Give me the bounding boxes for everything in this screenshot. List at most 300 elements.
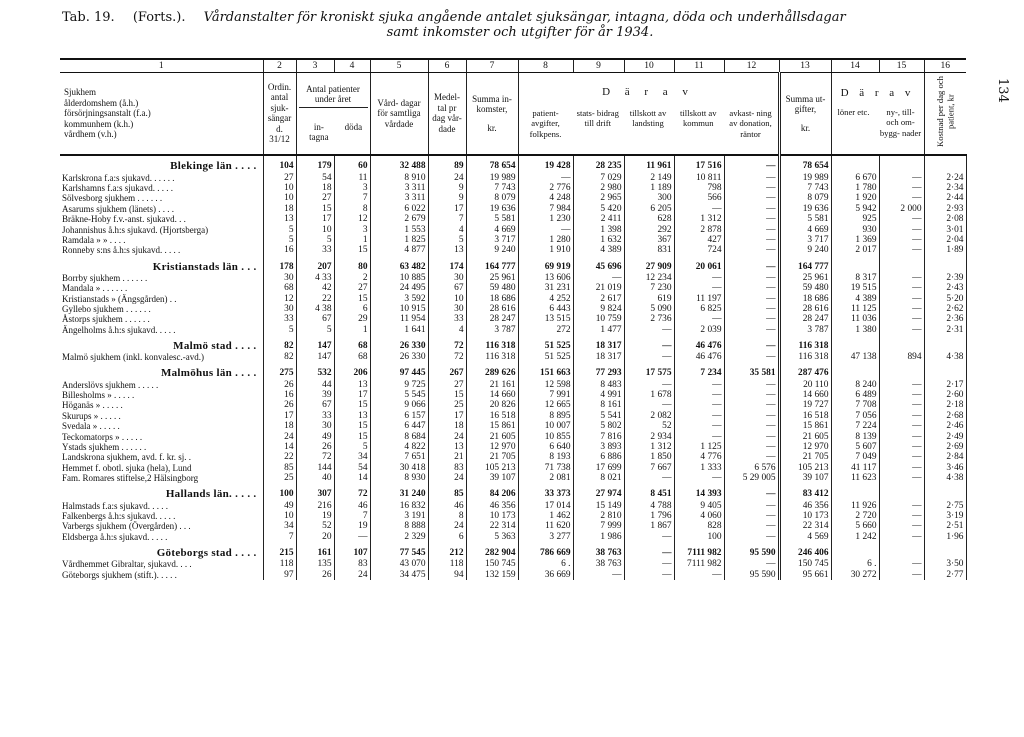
institution-name: Ronneby s:ns å.h:s sjukavd. . . . . [62, 245, 181, 256]
cell-col-9: 5 802 [573, 421, 624, 431]
cell-col-3: 532 [296, 363, 334, 380]
cell-col-4: 15 [334, 432, 370, 442]
cell-col-4: 11 [334, 173, 370, 183]
cell-col-16: 2·69 [924, 442, 966, 452]
cell-col-16: 2·08 [924, 214, 966, 224]
cell-col-13: 287 476 [779, 363, 831, 380]
institution-name: Kristianstads » (Ängsgården) . . [62, 293, 177, 304]
cell-col-12: — [724, 273, 779, 283]
table-row [60, 501, 966, 511]
cell-col-2: 18 [263, 421, 296, 431]
institution-name: Johannishus å.h:s sjukavd. (Hjortsberga) [62, 224, 209, 235]
cell-col-15: — [879, 173, 924, 183]
cell-col-13: 8 079 [779, 193, 831, 203]
cell-col-6: 27 [428, 380, 466, 390]
cell-col-2: 16 [263, 245, 296, 255]
cell-col-11: 100 [674, 532, 724, 542]
cell-col-13: 3 787 [779, 325, 831, 335]
cell-col-3: 18 [296, 183, 334, 193]
cell-col-5: 77 545 [370, 542, 428, 559]
cell-col-9: 18 317 [573, 352, 624, 362]
cell-col-14: 7 708 [831, 400, 879, 410]
cell-col-14: 41 117 [831, 463, 879, 473]
cell-col-12: — [724, 484, 779, 501]
cell-col-11: 427 [674, 235, 724, 245]
cell-col-9: 3 893 [573, 442, 624, 452]
cell-col-9: — [573, 570, 624, 580]
header-state-grant: stats- bidrag till drift [576, 107, 619, 129]
cell-col-3: 39 [296, 390, 334, 400]
cell-col-12: — [724, 204, 779, 214]
cell-col-16: 2·36 [924, 314, 966, 324]
cell-col-6: 85 [428, 484, 466, 501]
col-number: 3 [296, 59, 334, 73]
cell-col-5: 34 475 [370, 570, 428, 580]
cell-col-4: 6 [334, 304, 370, 314]
cell-col-6: 8 [428, 511, 466, 521]
cell-col-14 [831, 542, 879, 559]
cell-col-15: — [879, 304, 924, 314]
cell-col-3: 15 [296, 204, 334, 214]
col-number: 15 [879, 59, 924, 73]
cell-col-10: 6 205 [624, 204, 674, 214]
cell-col-12: — [724, 294, 779, 304]
cell-col-8: 7 984 [518, 204, 573, 214]
cell-col-2: 5 [263, 325, 296, 335]
cell-col-2: 16 [263, 390, 296, 400]
cell-col-14: 30 272 [831, 570, 879, 580]
table-row [60, 245, 966, 255]
cell-col-4: 60 [334, 155, 370, 173]
cell-col-4: 2 [334, 273, 370, 283]
cell-col-4: 83 [334, 559, 370, 569]
cell-col-16 [924, 363, 966, 380]
cell-col-16: 3·01 [924, 225, 966, 235]
cell-col-4: 8 [334, 204, 370, 214]
cell-col-3: 10 [296, 225, 334, 235]
cell-col-9: 8 161 [573, 400, 624, 410]
cell-col-16: 4·38 [924, 473, 966, 483]
cell-col-6: 18 [428, 421, 466, 431]
cell-col-11: 7111 982 [674, 559, 724, 569]
cell-col-14: 6 489 [831, 390, 879, 400]
cell-col-13: 3 717 [779, 235, 831, 245]
cell-col-5: 7 651 [370, 452, 428, 462]
table-row [60, 204, 966, 214]
cell-col-11: — [674, 390, 724, 400]
cell-col-7: 21 705 [466, 452, 518, 462]
cell-col-3: 207 [296, 256, 334, 273]
col-number: 13 [779, 59, 831, 73]
cell-col-3: 161 [296, 542, 334, 559]
cell-col-9: 2 617 [573, 294, 624, 304]
cell-col-5: 4 877 [370, 245, 428, 255]
cell-col-10: — [624, 532, 674, 542]
table-row [60, 235, 966, 245]
cell-col-10: 1 678 [624, 390, 674, 400]
cell-col-6: 4 [428, 225, 466, 235]
institution-name: Göteborgs sjukhem (stift.). . . . . [62, 569, 177, 580]
cell-col-8: 1 910 [518, 245, 573, 255]
cell-col-4: 3 [334, 225, 370, 235]
cell-col-12: — [724, 225, 779, 235]
cell-col-11: 798 [674, 183, 724, 193]
cell-col-13: 39 107 [779, 473, 831, 483]
cell-col-5: 43 070 [370, 559, 428, 569]
cell-col-14: 1 380 [831, 325, 879, 335]
cell-col-9: 21 019 [573, 283, 624, 293]
cell-col-9: 38 763 [573, 542, 624, 559]
cell-col-9: 15 149 [573, 501, 624, 511]
cell-col-7: 19 989 [466, 173, 518, 183]
col-number: 12 [724, 59, 779, 73]
cell-col-13: 150 745 [779, 559, 831, 569]
cell-col-5: 63 482 [370, 256, 428, 273]
cell-col-12: — [724, 325, 779, 335]
cell-col-5: 97 445 [370, 363, 428, 380]
cell-col-16: 2·46 [924, 421, 966, 431]
cell-col-8: 12 598 [518, 380, 573, 390]
institution-name: Bräkne-Hoby f.v.-anst. sjukavd. . . [62, 214, 186, 225]
cell-col-6: 13 [428, 442, 466, 452]
cell-col-11: 46 476 [674, 335, 724, 352]
cell-col-16: 2·17 [924, 380, 966, 390]
cell-col-12: — [724, 390, 779, 400]
cell-col-4: 29 [334, 314, 370, 324]
cell-col-3: 26 [296, 570, 334, 580]
cell-col-16: 2·60 [924, 390, 966, 400]
cell-col-13: 15 861 [779, 421, 831, 431]
cell-col-2: 82 [263, 335, 296, 352]
cell-col-7: 22 314 [466, 521, 518, 531]
cell-col-16: 2·77 [924, 570, 966, 580]
cell-col-11: 566 [674, 193, 724, 203]
cell-col-13: 25 961 [779, 273, 831, 283]
cell-col-16: 2·93 [924, 204, 966, 214]
institution-name: Kristianstads län . . . [152, 260, 257, 273]
cell-col-6: 72 [428, 352, 466, 362]
cell-col-9: 1 477 [573, 325, 624, 335]
cell-col-15: — [879, 532, 924, 542]
col-number: 14 [831, 59, 879, 73]
continued-label: (Forts.). [132, 10, 186, 25]
cell-col-9: 6 886 [573, 452, 624, 462]
cell-col-12: — [724, 335, 779, 352]
cell-col-16: 2·04 [924, 235, 966, 245]
county-total-row [60, 484, 966, 501]
cell-col-6: 17 [428, 204, 466, 214]
cell-col-10: 2 082 [624, 411, 674, 421]
cell-col-11: — [674, 314, 724, 324]
cell-col-11: 1 125 [674, 442, 724, 452]
cell-col-10: 8 451 [624, 484, 674, 501]
cell-col-13: 19 636 [779, 204, 831, 214]
table-row [60, 304, 966, 314]
cell-col-12: — [724, 432, 779, 442]
cell-col-9: 1 632 [573, 235, 624, 245]
cell-col-14: 2 017 [831, 245, 879, 255]
cell-col-2: 30 [263, 304, 296, 314]
cell-col-2: 5 [263, 235, 296, 245]
cell-col-12: — [724, 193, 779, 203]
cell-col-13: 21 605 [779, 432, 831, 442]
cell-col-8: 6 640 [518, 442, 573, 452]
cell-col-7: 18 686 [466, 294, 518, 304]
cell-col-7: 16 518 [466, 411, 518, 421]
cell-col-11: — [674, 432, 724, 442]
cell-col-13: 9 240 [779, 245, 831, 255]
cell-col-9: 17 699 [573, 463, 624, 473]
cell-col-8: 272 [518, 325, 573, 335]
cell-col-7: 21 161 [466, 380, 518, 390]
cell-col-4: — [334, 532, 370, 542]
cell-col-16: 2·24 [924, 173, 966, 183]
cell-col-13: 22 314 [779, 521, 831, 531]
table-row [60, 325, 966, 335]
cell-col-14: 1 920 [831, 193, 879, 203]
cell-col-9: 10 759 [573, 314, 624, 324]
cell-col-3: 52 [296, 521, 334, 531]
cell-col-5: 9 066 [370, 400, 428, 410]
col-number: 2 [263, 59, 296, 73]
cell-col-9: 2 965 [573, 193, 624, 203]
cell-col-13: 28 247 [779, 314, 831, 324]
cell-col-6: 21 [428, 452, 466, 462]
cell-col-15: — [879, 273, 924, 283]
table-row [60, 559, 966, 569]
cell-col-3: 17 [296, 214, 334, 224]
cell-col-12: 35 581 [724, 363, 779, 380]
cell-col-10: 5 090 [624, 304, 674, 314]
cell-col-8: 36 669 [518, 570, 573, 580]
cell-col-15: — [879, 283, 924, 293]
cell-col-12: — [724, 442, 779, 452]
cell-col-15: — [879, 452, 924, 462]
cell-col-8: 33 373 [518, 484, 573, 501]
cell-col-12: — [724, 235, 779, 245]
cell-col-14: 8 317 [831, 273, 879, 283]
cell-col-14: 19 515 [831, 283, 879, 293]
cell-col-5: 26 330 [370, 352, 428, 362]
cell-col-15: — [879, 421, 924, 431]
institution-name: Malmö stad . . . . [173, 339, 257, 352]
cell-col-11: 20 061 [674, 256, 724, 273]
cell-col-16: 2·34 [924, 183, 966, 193]
cell-col-4: 27 [334, 283, 370, 293]
cell-col-5: 2 329 [370, 532, 428, 542]
cell-col-13: 105 213 [779, 463, 831, 473]
cell-col-4: 34 [334, 452, 370, 462]
cell-col-5: 1 825 [370, 235, 428, 245]
cell-col-13: 83 412 [779, 484, 831, 501]
cell-col-6: 15 [428, 390, 466, 400]
cell-col-6: 25 [428, 400, 466, 410]
table-row [60, 452, 966, 462]
cell-col-4: 54 [334, 463, 370, 473]
cell-col-7: 28 247 [466, 314, 518, 324]
institution-name: Hemmet f. obotl. sjuka (hela), Lund [62, 462, 192, 473]
cell-col-9: 5 420 [573, 204, 624, 214]
cell-col-8: 8 193 [518, 452, 573, 462]
header-deaths: döda [344, 121, 363, 132]
cell-col-14: 7 224 [831, 421, 879, 431]
cell-col-14 [831, 155, 879, 173]
col-number: 10 [624, 59, 674, 73]
cell-col-2: 118 [263, 559, 296, 569]
cell-col-12: — [724, 452, 779, 462]
table-row [60, 463, 966, 473]
cell-col-10: 1 189 [624, 183, 674, 193]
cell-col-16: 1·96 [924, 532, 966, 542]
cell-col-9: 1 986 [573, 532, 624, 542]
cell-col-2: 34 [263, 521, 296, 531]
cell-col-6: 9 [428, 193, 466, 203]
cell-col-9: 2 980 [573, 183, 624, 193]
institution-name: Anderslövs sjukhem . . . . . [62, 379, 159, 390]
cell-col-5: 2 679 [370, 214, 428, 224]
cell-col-7: 3 787 [466, 325, 518, 335]
cell-col-5: 8 910 [370, 173, 428, 183]
cell-col-14: 8 240 [831, 380, 879, 390]
cell-col-5: 5 545 [370, 390, 428, 400]
cell-col-15: — [879, 245, 924, 255]
cell-col-16: 2·18 [924, 400, 966, 410]
cell-col-11: — [674, 380, 724, 390]
cell-col-6: 5 [428, 235, 466, 245]
statistics-table [60, 58, 966, 580]
cell-col-13: 21 705 [779, 452, 831, 462]
table-row [60, 442, 966, 452]
cell-col-6: 24 [428, 521, 466, 531]
header-construction: ny-, till- och om- bygg- nader [879, 106, 922, 138]
cell-col-16: 2·68 [924, 411, 966, 421]
cell-col-14: 5 607 [831, 442, 879, 452]
col-number: 11 [674, 59, 724, 73]
cell-col-16: 2·51 [924, 521, 966, 531]
table-title [0, 10, 1000, 40]
cell-col-10: 1 312 [624, 442, 674, 452]
cell-col-9: 9 824 [573, 304, 624, 314]
cell-col-13: 46 356 [779, 501, 831, 511]
institution-name: Mandala » . . . . . . [62, 283, 128, 294]
cell-col-15: — [879, 294, 924, 304]
cell-col-7: 9 240 [466, 245, 518, 255]
header-donations: avkast- ning av donation, räntor [729, 107, 772, 139]
institution-name: Ängelholms å.h:s sjukavd. . . . . [62, 324, 176, 335]
cell-col-14: 11 926 [831, 501, 879, 511]
cell-col-13: 59 480 [779, 283, 831, 293]
cell-col-10: 52 [624, 421, 674, 431]
cell-col-9: 7 999 [573, 521, 624, 531]
cell-col-15: — [879, 183, 924, 193]
cell-col-7: 105 213 [466, 463, 518, 473]
cell-col-12: — [724, 352, 779, 362]
cell-col-4: 206 [334, 363, 370, 380]
cell-col-8: 51 525 [518, 352, 573, 362]
title-line-2: samt inkomster och utgifter för år 1934. [386, 25, 654, 40]
cell-col-7: 132 159 [466, 570, 518, 580]
cell-col-10: 2 736 [624, 314, 674, 324]
cell-col-7: 46 356 [466, 501, 518, 511]
cell-col-2: 85 [263, 463, 296, 473]
cell-col-15: 894 [879, 352, 924, 362]
cell-col-16: 4·38 [924, 352, 966, 362]
cell-col-4: 7 [334, 193, 370, 203]
cell-col-12: — [724, 400, 779, 410]
cell-col-13: 116 318 [779, 352, 831, 362]
cell-col-8: 2 776 [518, 183, 573, 193]
cell-col-5: 24 495 [370, 283, 428, 293]
cell-col-5: 8 684 [370, 432, 428, 442]
institution-name: Sölvesborg sjukhem . . . . . . [62, 193, 163, 204]
cell-col-14: 6 . [831, 559, 879, 569]
cell-col-4: 5 [334, 442, 370, 452]
cell-col-7: 116 318 [466, 335, 518, 352]
cell-col-8: 1 462 [518, 511, 573, 521]
cell-col-13: 4 569 [779, 532, 831, 542]
cell-col-7: 28 616 [466, 304, 518, 314]
cell-col-3: 5 [296, 235, 334, 245]
cell-col-7: 15 861 [466, 421, 518, 431]
county-total-row [60, 335, 966, 352]
cell-col-12: — [724, 532, 779, 542]
cell-col-3: 27 [296, 193, 334, 203]
cell-col-14: 930 [831, 225, 879, 235]
cell-col-8: 2 081 [518, 473, 573, 483]
cell-col-9: 38 763 [573, 559, 624, 569]
cell-col-16 [924, 155, 966, 173]
cell-col-7: 282 904 [466, 542, 518, 559]
cell-col-2: 26 [263, 400, 296, 410]
cell-col-8: 6 443 [518, 304, 573, 314]
col-number: 5 [370, 59, 428, 73]
cell-col-8: 13 515 [518, 314, 573, 324]
cell-col-5: 11 954 [370, 314, 428, 324]
cell-col-11: 2 878 [674, 225, 724, 235]
cell-col-15: — [879, 214, 924, 224]
cell-col-15: — [879, 501, 924, 511]
cell-col-8: 10 855 [518, 432, 573, 442]
cell-col-5: 8 930 [370, 473, 428, 483]
cell-col-10: 4 788 [624, 501, 674, 511]
cell-col-12: — [724, 380, 779, 390]
cell-col-15: — [879, 442, 924, 452]
cell-col-11: 1 333 [674, 463, 724, 473]
cell-col-7: 12 970 [466, 442, 518, 452]
cell-col-16: 2·43 [924, 283, 966, 293]
cell-col-16: 3·50 [924, 559, 966, 569]
cell-col-12: — [724, 245, 779, 255]
cell-col-14: 1 242 [831, 532, 879, 542]
cell-col-2: 215 [263, 542, 296, 559]
institution-name: Ramdala » » . . . . [62, 234, 126, 245]
cell-col-14 [831, 335, 879, 352]
cell-col-15: — [879, 473, 924, 483]
cell-col-10: — [624, 559, 674, 569]
cell-col-11: 14 393 [674, 484, 724, 501]
cell-col-9: 2 810 [573, 511, 624, 521]
cell-col-8: 6 . [518, 559, 573, 569]
cell-col-3: 147 [296, 335, 334, 352]
cell-col-11: 4 776 [674, 452, 724, 462]
header-patient-fees: patient- avgifter, folkpens. [529, 107, 562, 139]
cell-col-15: — [879, 235, 924, 245]
institution-name: Blekinge län . . . . [170, 160, 257, 173]
cell-col-14: 7 049 [831, 452, 879, 462]
cell-col-7: 10 173 [466, 511, 518, 521]
cell-col-9: 2 411 [573, 214, 624, 224]
cell-col-4: 12 [334, 214, 370, 224]
